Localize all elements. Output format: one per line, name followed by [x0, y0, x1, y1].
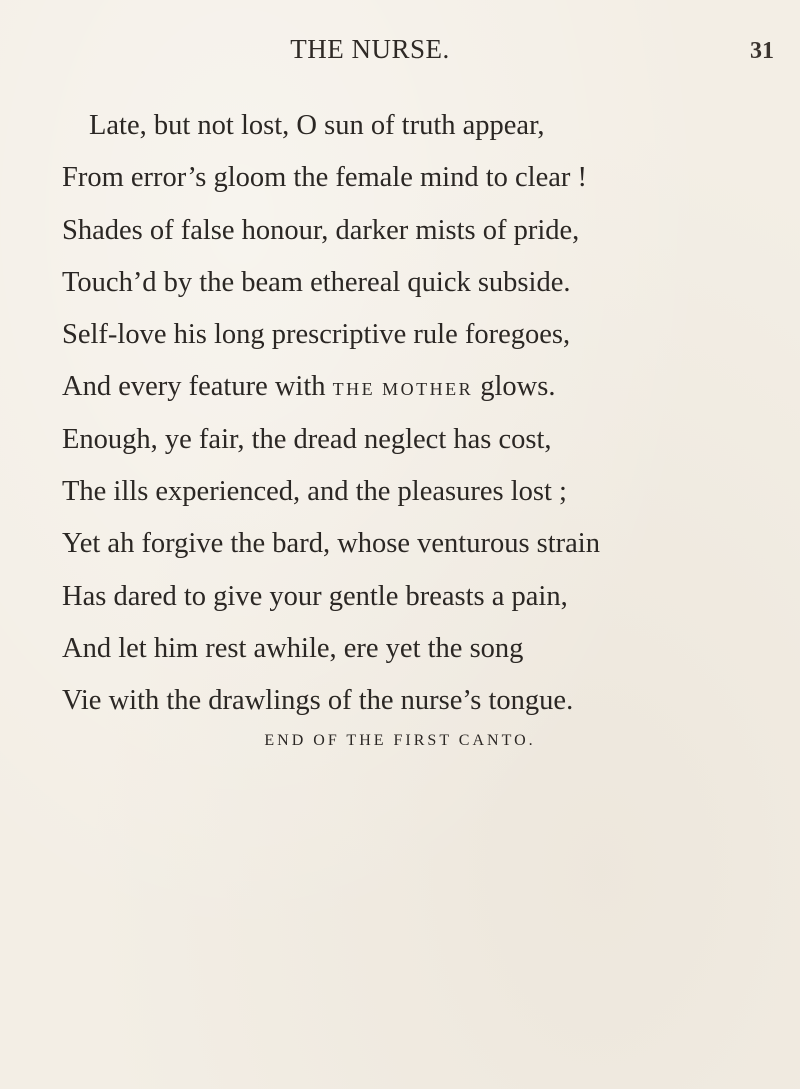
- poem-line-end: glows.: [480, 371, 556, 403]
- poem-line: Shades of false honour, darker mists of pride,: [62, 214, 580, 246]
- poem-line: Enough, ye fair, the dread neglect has cost,: [62, 423, 552, 455]
- poem-body: [62, 100, 762, 728]
- poem-line: [62, 361, 762, 413]
- poem-line: The ills experienced, and the pleasures lost ;: [62, 476, 567, 508]
- canto-end-colophon: END OF THE FIRST CANTO.: [264, 732, 536, 749]
- poem-line: Late, but not lost, O sun of truth appear,: [89, 110, 545, 141]
- small-caps-phrase: THE MOTHER: [332, 379, 474, 400]
- poem-line: Self-love his long prescriptive rule foregoes,: [62, 319, 571, 351]
- page-number: 31: [750, 38, 774, 64]
- poem-line: And let him rest awhile, ere yet the song: [62, 632, 524, 664]
- poem-line: Yet ah forgive the bard, whose venturous strain: [62, 528, 600, 560]
- running-title: THE NURSE.: [290, 34, 450, 64]
- poem-line: Has dared to give your gentle breasts a pain,: [62, 580, 568, 612]
- running-head: [0, 28, 800, 68]
- poem-line-start: And every feature with: [62, 371, 326, 403]
- poem-line: Vie with the drawlings of the nurse’s tongue.: [62, 685, 574, 717]
- poem-line: Touch’d by the beam ethereal quick subside.: [62, 266, 571, 298]
- poem-line: From error’s gloom the female mind to clear !: [62, 162, 587, 194]
